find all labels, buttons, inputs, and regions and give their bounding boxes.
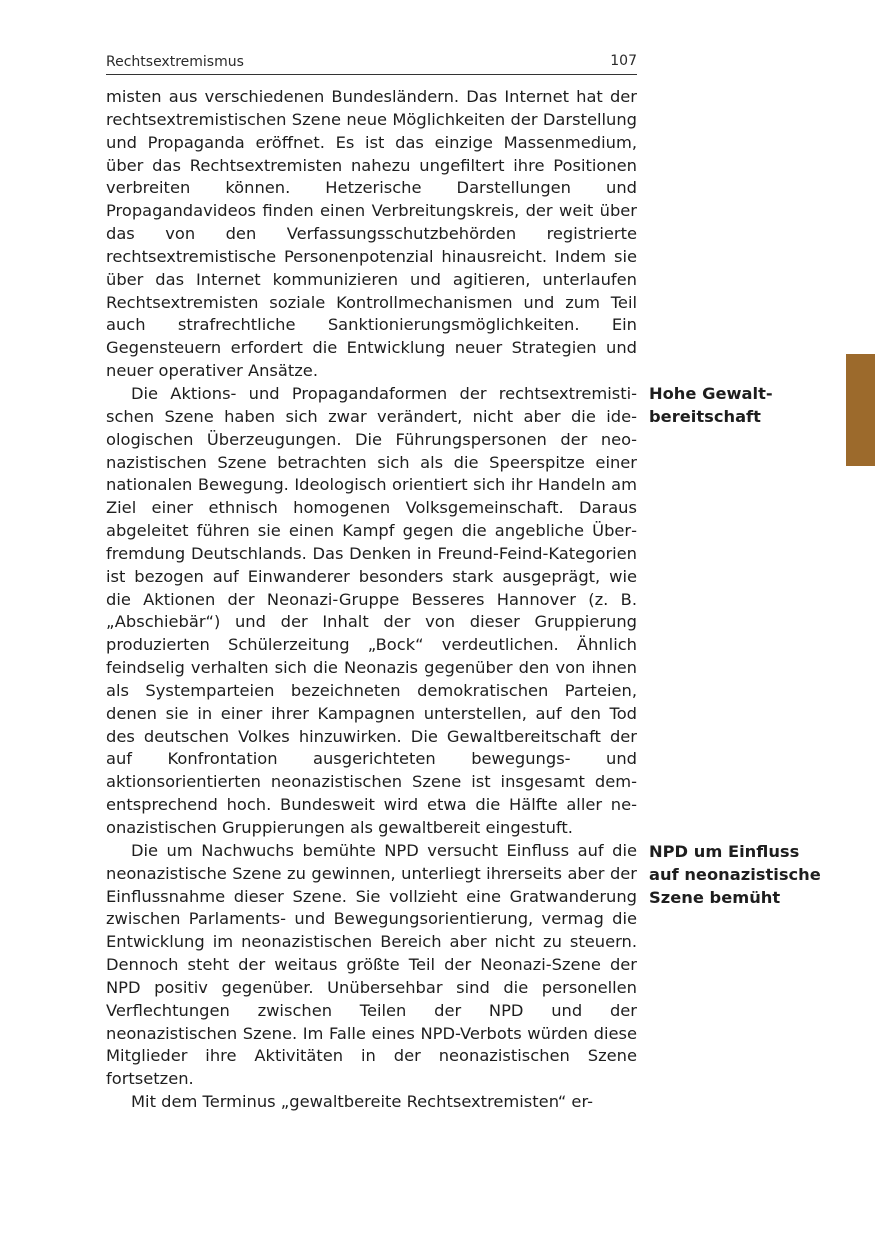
paragraph-1: misten aus verschiedenen Bundesländern. Das Internet hat der rechtsextremistischen Szene neue Möglichkeiten der Darstellung und Propaganda eröffnet. Es ist das einzige Massenmedium, über das Rechtsextremisten nahezu ungefiltert ihre Positionen verbreiten können. Hetzerische Darstellungen und Propagandavideos finden einen Verbreitungskreis, der weit über das von den Verfassungsschutzbehörden registrierte rechtsextremistische Personenpotenzial hinausreicht. Indem sie über das Internet kommunizieren und agitieren, unterlaufen Rechtsextremisten soziale Kontrollmechanismen und zum Teil auch strafrechtliche Sanktionierungsmöglichkeiten. Ein Gegensteuern erfordert die Entwicklung neuer Strategien und neuer operativer Ansätze. <box>106 87 637 381</box>
body-text <box>106 86 637 1114</box>
marginal-note-violence <box>649 383 839 429</box>
running-head <box>106 52 637 75</box>
page-number: 107 <box>610 53 637 69</box>
paragraph-2: Die Aktions- und Propagandaformen der rechtsextremistischen Szene haben sich zwar verändert, nicht aber die ideologischen Überzeugungen. Die Führungspersonen der neonazistischen Szene betrachten sich als die Speerspitze einer nationalen Bewegung. Ideologisch orientiert sich ihr Handeln am Ziel einer ethnisch homogenen Volksgemeinschaft. Daraus abgeleitet führen sie einen Kampf gegen die angebliche Überfremdung Deutschlands. Das Denken in Freund-Feind-Kategorien ist bezogen auf Einwanderer besonders stark ausgeprägt, wie die Aktionen der Neonazi-Gruppe Besseres Hannover (z. B. „Abschiebär“) und der Inhalt der von dieser Gruppierung produzierten Schülerzeitung „Bock“ verdeutlichen. Ähnlich feindselig verhalten sich die Neonazis gegenüber den von ihnen als Systemparteien bezeichneten demokratischen Parteien, denen sie in einer ihrer Kampagnen unterstellen, auf den Tod des deutschen Volkes hinzuwirken. Die Gewaltbereitschaft der auf Konfrontation ausgerichteten bewegungs- und aktionsorientierten neonazistischen Szene ist insgesamt dementsprechend hoch. Bundesweit wird etwa die Hälfte aller neonazistischen Gruppierungen als gewaltbereit eingestuft. <box>106 383 637 837</box>
marginal-note-line: bereitschaft <box>649 406 761 426</box>
paragraph-3: Die um Nachwuchs bemühte NPD versucht Einfluss auf die neonazistische Szene zu gewinnen, unterliegt ihrerseits aber der Einflussnahme dieser Szene. Sie vollzieht eine Gratwanderung zwischen Parlaments- und Bewegungsorientierung, vermag die Entwicklung im neonazistischen Bereich aber nicht zu steuern. Dennoch steht der weitaus größte Teil der Neonazi-Szene der NPD positiv gegenüber. Unübersehbar sind die personellen Verflechtungen zwischen Teilen der NPD und der neonazistischen Szene. Im Falle eines NPD-Verbots würden diese Mitglieder ihre Aktivitäten in der neonazistischen Szene fortsetzen. <box>106 840 637 1089</box>
marginal-note-npd <box>649 841 839 910</box>
marginal-note-line: Szene bemüht <box>649 887 781 907</box>
marginal-note-line: Hohe Gewalt- <box>649 384 773 403</box>
marginal-note-line: NPD um Einfluss <box>649 842 800 861</box>
paragraph-4: Mit dem Terminus „gewaltbereite Rechtsextremisten“ er- <box>131 1092 593 1112</box>
marginal-note-line: auf neonazistische <box>649 864 821 884</box>
chapter-thumb-tab <box>846 354 875 466</box>
running-title: Rechtsextremismus <box>106 54 244 70</box>
